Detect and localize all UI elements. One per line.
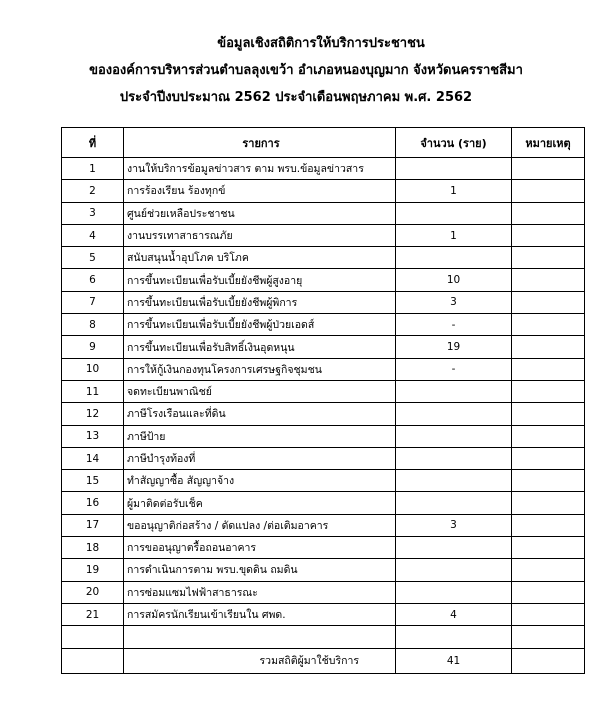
row-remark [512, 626, 585, 648]
row-item: การให้กู้เงินกองทุนโครงการเศรษฐกิจชุมชน [124, 358, 396, 380]
row-remark [512, 559, 585, 581]
row-remark [512, 581, 585, 603]
document-title: ข้อมูลเชิงสถิติการให้บริการประชาชน [217, 36, 425, 51]
row-number: 2 [62, 180, 124, 202]
row-item: ขออนุญาติก่อสร้าง / ดัดแปลง /ต่อเติมอาคาร [124, 514, 396, 536]
table-row [62, 425, 585, 447]
row-number: 10 [62, 358, 124, 380]
row-count: 1 [396, 180, 512, 202]
row-number: 9 [62, 336, 124, 358]
row-count [396, 202, 512, 224]
table-row [62, 158, 585, 180]
table-row [62, 358, 585, 380]
table-body [62, 158, 585, 649]
row-item: การขึ้นทะเบียนเพื่อรับสิทธิ์เงินอุดหนุน [124, 336, 396, 358]
row-number: 8 [62, 314, 124, 336]
row-count [396, 492, 512, 514]
row-item: การขึ้นทะเบียนเพื่อรับเบี้ยยังชีพผู้ป่วยเอดส์ [124, 314, 396, 336]
row-count [396, 470, 512, 492]
row-remark [512, 380, 585, 402]
table-row [62, 514, 585, 536]
row-number: 6 [62, 269, 124, 291]
row-number: 14 [62, 447, 124, 469]
row-item: ภาษีป้าย [124, 425, 396, 447]
organization-line: ขององค์การบริหารส่วนตำบลลุงเขว้า อำเภอหนองบุญมาก จังหวัดนครราชสีมา [89, 63, 523, 78]
table-row [62, 247, 585, 269]
table-row [62, 380, 585, 402]
table-row [62, 492, 585, 514]
row-number: 11 [62, 380, 124, 402]
row-number: 16 [62, 492, 124, 514]
table-row [62, 202, 585, 224]
row-number: 17 [62, 514, 124, 536]
row-remark [512, 202, 585, 224]
row-number: 19 [62, 559, 124, 581]
row-number: 1 [62, 158, 124, 180]
row-remark [512, 358, 585, 380]
row-item: ภาษีโรงเรือนและที่ดิน [124, 403, 396, 425]
row-remark [512, 425, 585, 447]
table-header-row [62, 128, 585, 158]
row-remark [512, 470, 585, 492]
period-line: ประจำปีงบประมาณ 2562 ประจำเดือนพฤษภาคม พ.ศ. 2562 [119, 90, 473, 105]
row-remark [512, 314, 585, 336]
row-count: 3 [396, 514, 512, 536]
row-count: 10 [396, 269, 512, 291]
row-item: งานให้บริการข้อมูลข่าวสาร ตาม พรบ.ข้อมูลข่าวสาร [124, 158, 396, 180]
row-item [124, 626, 396, 648]
row-remark [512, 537, 585, 559]
row-item: สนับสนุนน้ำอุปโภค บริโภค [124, 247, 396, 269]
row-item: การสมัครนักเรียนเข้าเรียนใน ศพด. [124, 603, 396, 625]
table-row [62, 314, 585, 336]
row-item: จดทะเบียนพาณิชย์ [124, 380, 396, 402]
row-item: ศูนย์ช่วยเหลือประชาชน [124, 202, 396, 224]
table-row [62, 581, 585, 603]
row-count [396, 559, 512, 581]
total-value: 41 [396, 648, 512, 673]
row-item: ทำสัญญาซื้อ สัญญาจ้าง [124, 470, 396, 492]
row-number: 3 [62, 202, 124, 224]
row-remark [512, 336, 585, 358]
row-item: การขึ้นทะเบียนเพื่อรับเบี้ยยังชีพผู้พิการ [124, 291, 396, 313]
column-header-number: ที่ [62, 128, 124, 158]
table-row [62, 336, 585, 358]
row-count: - [396, 358, 512, 380]
row-item: การขออนุญาตรื้อถอนอาคาร [124, 537, 396, 559]
row-item: การซ่อมแซมไฟฟ้าสาธารณะ [124, 581, 396, 603]
row-number: 21 [62, 603, 124, 625]
row-remark [512, 269, 585, 291]
document-header [0, 30, 612, 111]
row-remark [512, 224, 585, 246]
table-row [62, 603, 585, 625]
row-count: 19 [396, 336, 512, 358]
table-row [62, 269, 585, 291]
row-count [396, 626, 512, 648]
table-row [62, 224, 585, 246]
row-count [396, 403, 512, 425]
total-label: รวมสถิติผู้มาใช้บริการ [124, 648, 396, 673]
row-count [396, 581, 512, 603]
total-row [62, 648, 585, 673]
row-number: 7 [62, 291, 124, 313]
total-empty-cell [62, 648, 124, 673]
row-item: ภาษีบำรุงท้องที่ [124, 447, 396, 469]
column-header-count: จำนวน (ราย) [396, 128, 512, 158]
table-row [62, 559, 585, 581]
row-count [396, 247, 512, 269]
row-item: การดำเนินการตาม พรบ.ขุดดิน ถมดิน [124, 559, 396, 581]
row-count: 1 [396, 224, 512, 246]
row-remark [512, 403, 585, 425]
row-remark [512, 447, 585, 469]
row-count: - [396, 314, 512, 336]
row-number: 20 [62, 581, 124, 603]
row-number: 13 [62, 425, 124, 447]
row-remark [512, 247, 585, 269]
column-header-remark: หมายเหตุ [512, 128, 585, 158]
row-count [396, 425, 512, 447]
table-row [62, 180, 585, 202]
row-count: 4 [396, 603, 512, 625]
row-remark [512, 492, 585, 514]
row-number: 5 [62, 247, 124, 269]
row-number [62, 626, 124, 648]
row-number: 18 [62, 537, 124, 559]
row-count [396, 158, 512, 180]
row-item: การขึ้นทะเบียนเพื่อรับเบี้ยยังชีพผู้สูงอายุ [124, 269, 396, 291]
statistics-table [61, 127, 585, 674]
row-count: 3 [396, 291, 512, 313]
row-remark [512, 291, 585, 313]
row-remark [512, 158, 585, 180]
column-header-item: รายการ [124, 128, 396, 158]
table-row [62, 291, 585, 313]
row-remark [512, 514, 585, 536]
row-item: ผู้มาติดต่อรับเช็ค [124, 492, 396, 514]
row-item: การร้องเรียน ร้องทุกข์ [124, 180, 396, 202]
row-remark [512, 180, 585, 202]
row-count [396, 380, 512, 402]
row-item: งานบรรเทาสาธารณภัย [124, 224, 396, 246]
table-row [62, 626, 585, 648]
row-number: 4 [62, 224, 124, 246]
row-count [396, 537, 512, 559]
row-count [396, 447, 512, 469]
row-number: 12 [62, 403, 124, 425]
row-number: 15 [62, 470, 124, 492]
total-remark [512, 648, 585, 673]
row-remark [512, 603, 585, 625]
table-row [62, 470, 585, 492]
table-row [62, 447, 585, 469]
table-row [62, 403, 585, 425]
table-row [62, 537, 585, 559]
